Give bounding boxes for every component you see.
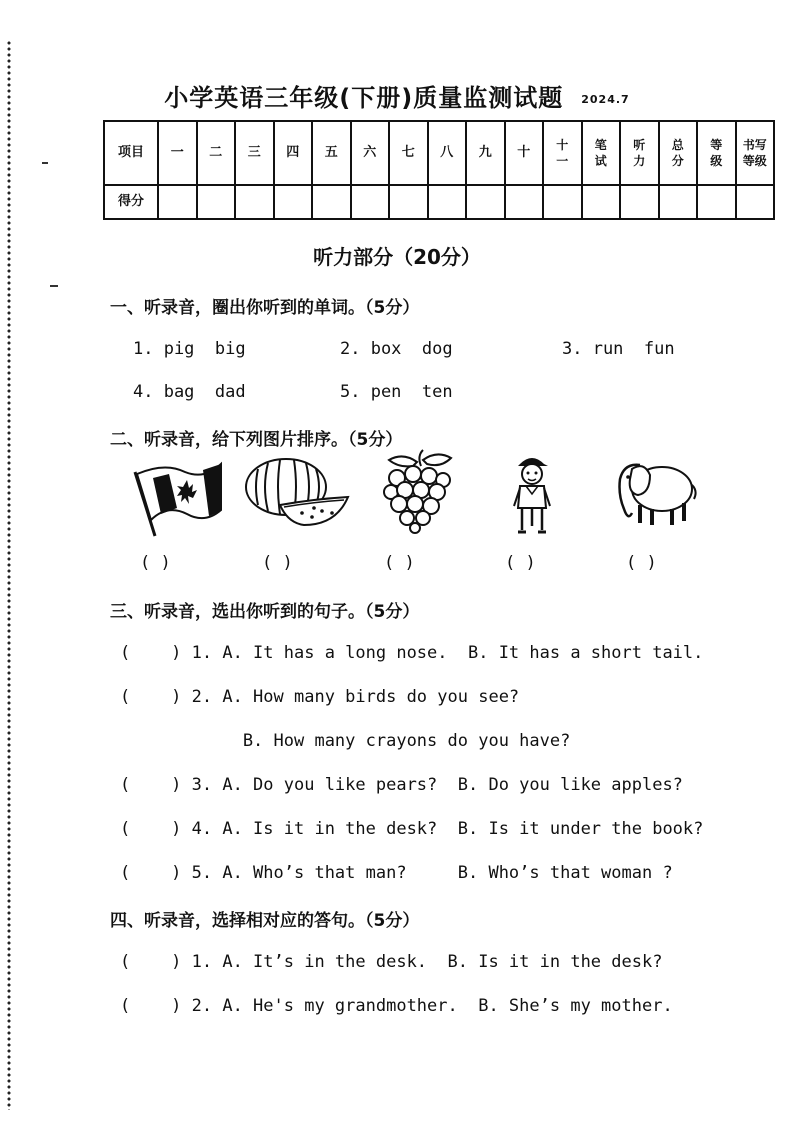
cell-project: 项目 bbox=[104, 121, 158, 185]
score-input-cell[interactable] bbox=[158, 185, 197, 219]
title-text: 小学英语三年级(下册)质量监测试题 bbox=[164, 84, 564, 112]
part4-q2[interactable]: ( ) 2. A. He's my grandmother. B. She’s my mother. bbox=[120, 996, 673, 1016]
part3-q2[interactable]: ( ) 2. A. How many birds do you see? bbox=[120, 687, 520, 707]
cell-listening: 听 力 bbox=[620, 121, 659, 185]
cell-4: 四 bbox=[274, 121, 313, 185]
score-input-cell[interactable] bbox=[736, 185, 775, 219]
score-table-score-row bbox=[104, 185, 774, 219]
exam-date: 2024.7 bbox=[581, 92, 630, 106]
score-input-cell[interactable] bbox=[351, 185, 390, 219]
cell-total: 总 分 bbox=[659, 121, 698, 185]
part1-item-1[interactable]: 1. pig big bbox=[133, 339, 246, 359]
part3-q2-option-b[interactable]: B. How many crayons do you have? bbox=[120, 731, 571, 751]
listening-section-title: 听力部分（20分） bbox=[313, 245, 481, 269]
part4-q1[interactable]: ( ) 1. A. It’s in the desk. B. Is it in the desk? bbox=[120, 952, 663, 972]
part1-item-3[interactable]: 3. run fun bbox=[562, 339, 675, 359]
cell-6: 六 bbox=[351, 121, 390, 185]
canada-flag-icon bbox=[125, 452, 225, 540]
cell-writing-grade: 书写 等级 bbox=[736, 121, 775, 185]
part3-q4[interactable]: ( ) 4. A. Is it in the desk? B. Is it under the book? bbox=[120, 819, 704, 839]
score-input-cell[interactable] bbox=[312, 185, 351, 219]
grapes-icon bbox=[377, 448, 457, 534]
score-input-cell[interactable] bbox=[274, 185, 313, 219]
picture-order-blank-2[interactable]: ( ) bbox=[262, 553, 293, 573]
score-input-cell[interactable] bbox=[659, 185, 698, 219]
score-input-cell[interactable] bbox=[543, 185, 582, 219]
cell-9: 九 bbox=[466, 121, 505, 185]
cell-7: 七 bbox=[389, 121, 428, 185]
exam-title bbox=[0, 78, 794, 113]
part3-q3[interactable]: ( ) 3. A. Do you like pears? B. Do you like apples? bbox=[120, 775, 683, 795]
score-input-cell[interactable] bbox=[428, 185, 467, 219]
picture-order-blank-5[interactable]: ( ) bbox=[626, 553, 657, 573]
part2-heading: 二、听录音，给下列图片排序。（5分） bbox=[110, 430, 403, 450]
part4-heading: 四、听录音，选择相对应的答句。（5分） bbox=[110, 911, 420, 931]
score-table-header-row bbox=[104, 121, 774, 185]
elephant-icon bbox=[610, 455, 698, 529]
cell-3: 三 bbox=[235, 121, 274, 185]
part1-item-4[interactable]: 4. bag dad bbox=[133, 382, 246, 402]
binding-holes bbox=[6, 40, 12, 1110]
part1-item-5[interactable]: 5. pen ten bbox=[340, 382, 453, 402]
score-input-cell[interactable] bbox=[235, 185, 274, 219]
score-input-cell[interactable] bbox=[505, 185, 544, 219]
score-input-cell[interactable] bbox=[197, 185, 236, 219]
cell-11: 十 一 bbox=[543, 121, 582, 185]
score-input-cell[interactable] bbox=[697, 185, 736, 219]
score-input-cell[interactable] bbox=[620, 185, 659, 219]
part1-heading: 一、听录音，圈出你听到的单词。（5分） bbox=[110, 298, 420, 318]
score-table bbox=[103, 120, 775, 220]
picture-order-blank-4[interactable]: ( ) bbox=[505, 553, 536, 573]
score-input-cell[interactable] bbox=[389, 185, 428, 219]
scan-mark bbox=[42, 162, 48, 164]
cell-10: 十 bbox=[505, 121, 544, 185]
part3-q1[interactable]: ( ) 1. A. It has a long nose. B. It has a short tail. bbox=[120, 643, 704, 663]
boy-icon bbox=[508, 452, 556, 536]
cell-1: 一 bbox=[158, 121, 197, 185]
score-input-cell[interactable] bbox=[582, 185, 621, 219]
score-input-cell[interactable] bbox=[466, 185, 505, 219]
cell-grade: 等 级 bbox=[697, 121, 736, 185]
cell-5: 五 bbox=[312, 121, 351, 185]
cell-2: 二 bbox=[197, 121, 236, 185]
picture-order-blank-3[interactable]: ( ) bbox=[384, 553, 415, 573]
cell-8: 八 bbox=[428, 121, 467, 185]
part3-heading: 三、听录音，选出你听到的句子。（5分） bbox=[110, 602, 420, 622]
picture-order-blank-1[interactable]: ( ) bbox=[140, 553, 171, 573]
cell-written: 笔 试 bbox=[582, 121, 621, 185]
part1-item-2[interactable]: 2. box dog bbox=[340, 339, 453, 359]
watermelon-icon bbox=[244, 455, 350, 527]
cell-score-label: 得分 bbox=[104, 185, 158, 219]
part3-q5[interactable]: ( ) 5. A. Who’s that man? B. Who’s that woman ? bbox=[120, 863, 673, 883]
scan-mark bbox=[50, 285, 58, 287]
